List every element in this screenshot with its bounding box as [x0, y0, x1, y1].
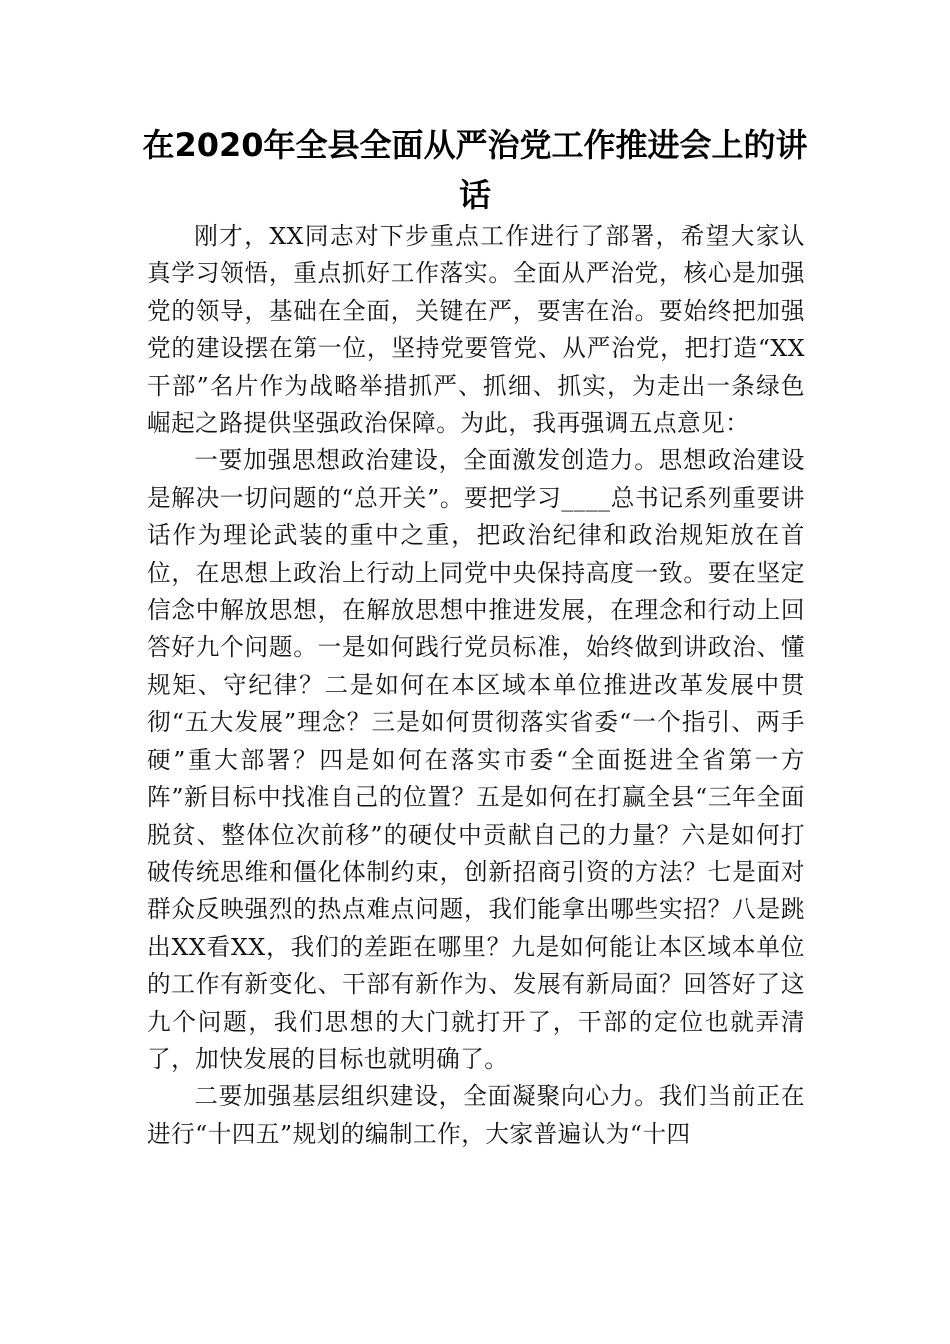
paragraph-intro: 刚才，XX同志对下步重点工作进行了部署，希望大家认真学习领悟，重点抓好工作落实。全面从严治党，核心是加强党的领导，基础在全面，关键在严，要害在治。要始终把加强党的建设摆在第一位，坚持党要管党、从严治党，把打造“XX干部”名片作为战略举措抓严、抓细、抓实，为走出一条绿色崛起之路提供坚强政治保障。为此，我再强调五点意见： — [147, 222, 805, 438]
paragraph-point-one: 一要加强思想政治建设，全面激发创造力。思想政治建设是解决一切问题的“总开关”。要把学习____总书记系列重要讲话作为理论武装的重中之重，把政治纪律和政治规矩放在首位，在思想上政治上行动上同党中央保持高度一致。要在坚定信念中解放思想，在解放思想中推进发展，在理念和行动上回答好九个问题。一是如何践行党员标准，始终做到讲政治、懂规矩、守纪律？二是如何在本区域本单位推进改革发展中贯彻“五大发展”理念？三是如何贯彻落实省委“一个指引、两手硬”重大部署？四是如何在落实市委“全面挺进全省第一方阵”新目标中找准自己的位置？五是如何在打赢全县“三年全面脱贫、整体位次前移”的硬仗中贡献自己的力量？六是如何打破传统思维和僵化体制约束，创新招商引资的方法？七是面对群众反映强烈的热点难点问题，我们能拿出哪些实招？八是跳出XX看XX，我们的差距在哪里？九是如何能让本区域本单位的工作有新变化、干部有新作为、发展有新局面？回答好了这九个问题，我们思想的大门就打开了，干部的定位也就弄清了，加快发展的目标也就明确了。 — [147, 446, 805, 1073]
document-title: 在2020年全县全面从严治党工作推进会上的讲话 — [142, 126, 808, 214]
paragraph-point-two: 二要加强基层组织建设，全面凝聚向心力。我们当前正在进行“十四五”规划的编制工作，大家普遍认为“十四 — [147, 1082, 805, 1148]
document-body — [147, 218, 805, 1153]
